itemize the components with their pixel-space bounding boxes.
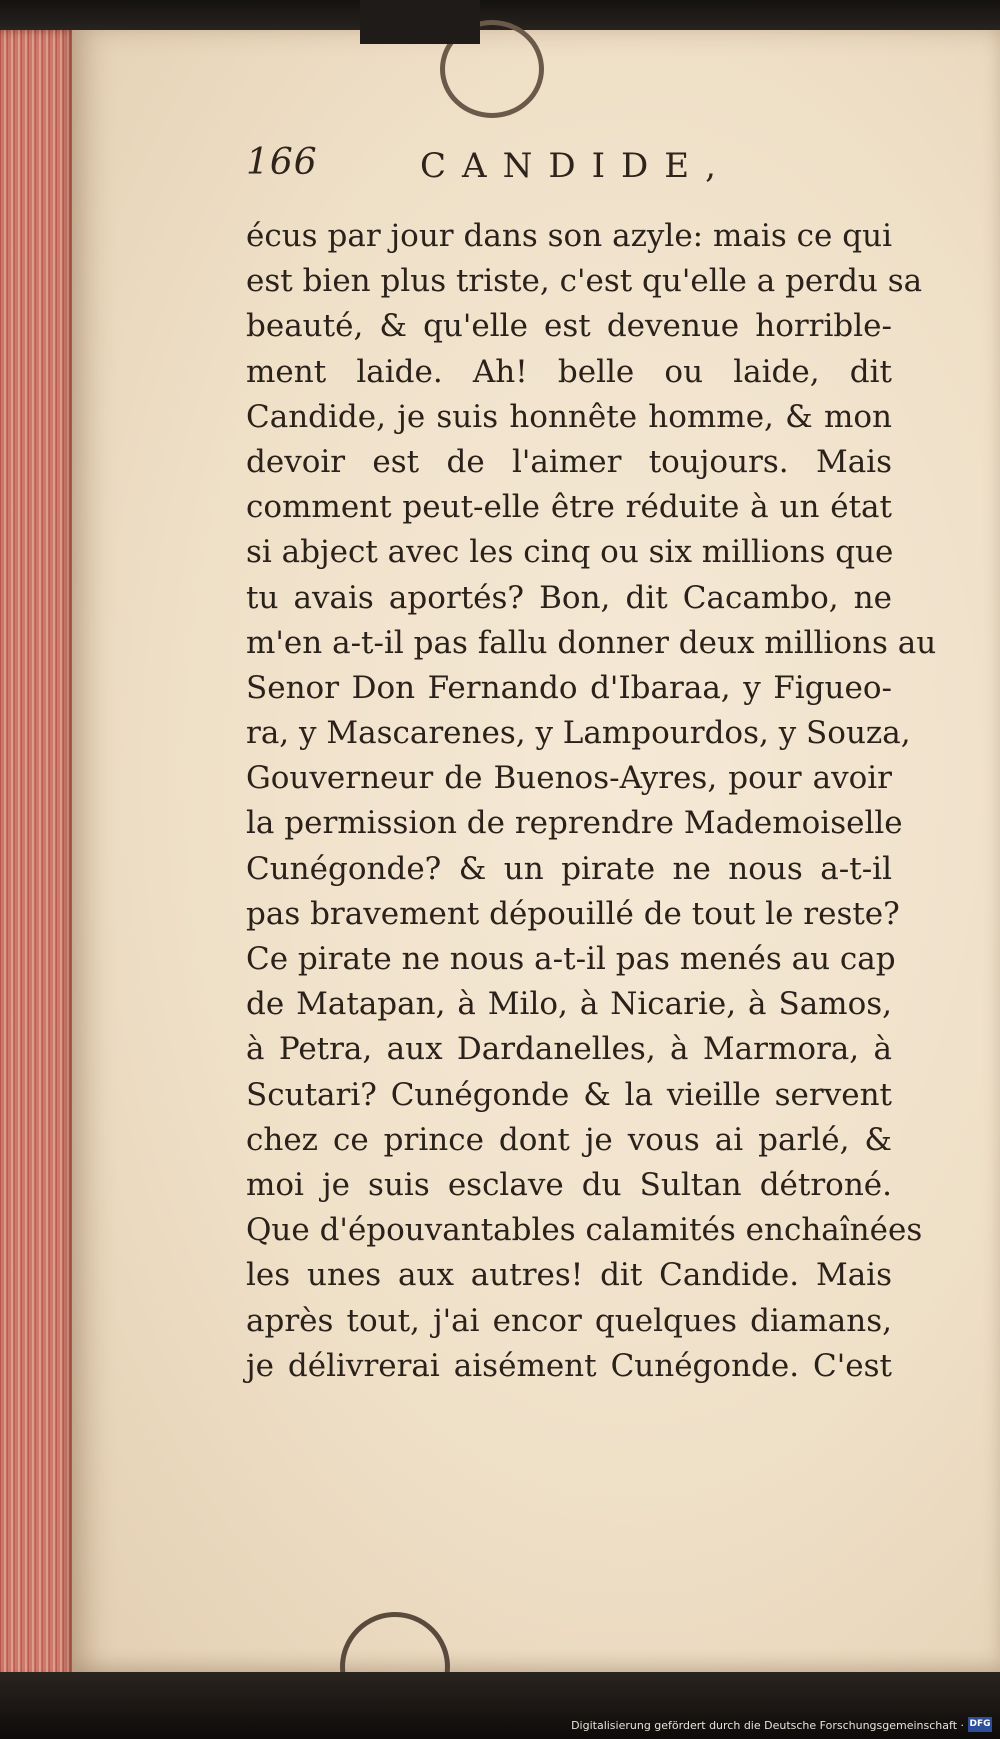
dfg-logo: DFG [968,1717,992,1732]
text-line: Senor Don Fernando d'Ibaraa, y Figueo- [246,669,892,706]
text-line: comment peut-elle être réduite à un état [246,489,892,526]
text-line: à Petra, aux Dardanelles, à Marmora, à [246,1031,892,1068]
text-line: la permission de reprendre Mademoiselle [246,805,903,842]
text-line: devoir est de l'aimer toujours. Mais [246,443,892,480]
text-line: après tout, j'ai encor quelques diamans, [246,1302,892,1339]
text-line: moi je suis esclave du Sultan détroné. [246,1166,892,1203]
page-number: 166 [246,142,318,183]
body-text [246,214,937,1389]
text-line: Gouverneur de Buenos-Ayres, pour avoir [246,760,892,797]
text-line: si abject avec les cinq ou six millions que [246,534,894,571]
text-line: je délivrerai aisément Cunégonde. C'est [246,1347,892,1384]
text-line: Ce pirate ne nous a-t-il pas menés au cap [246,941,896,977]
text-line: pas bravement dépouillé de tout le reste? [246,895,900,932]
text-line: m'en a-t-il pas fallu donner deux millions au [246,624,937,661]
text-line: écus par jour dans son azyle: mais ce qui [246,218,892,254]
running-head [246,142,806,192]
text-line: est bien plus triste, c'est qu'elle a perdu sa [246,263,923,300]
page-edges-red [0,30,76,1680]
text-line: de Matapan, à Milo, à Nicarie, à Samos, [246,986,892,1023]
text-line: tu avais aportés? Bon, dit Cacambo, ne [246,579,892,616]
text-line: beauté, & qu'elle est devenue horrible- [246,308,892,345]
text-line: Cunégonde? & un pirate ne nous a-t-il [246,850,892,887]
text-line: ment laide. Ah! belle ou laide, dit [246,353,892,390]
text-line: ra, y Mascarenes, y Lampourdos, y Souza, [246,715,911,752]
text-line: chez ce prince dont je vous ai parlé, & [246,1121,892,1158]
text-line: les unes aux autres! dit Candide. Mais [246,1257,892,1294]
top-clip-holder [360,0,480,44]
text-line: Candide, je suis honnête homme, & mon [246,398,892,435]
running-title: CANDIDE, [420,146,732,186]
text-line: Que d'épouvantables calamités enchaînées [246,1212,923,1249]
text-line: Scutari? Cunégonde & la vieille servent [246,1076,892,1113]
digitization-credit: Digitalisierung gefördert durch die Deutsche Forschungsgemeinschaft · [571,1719,964,1732]
